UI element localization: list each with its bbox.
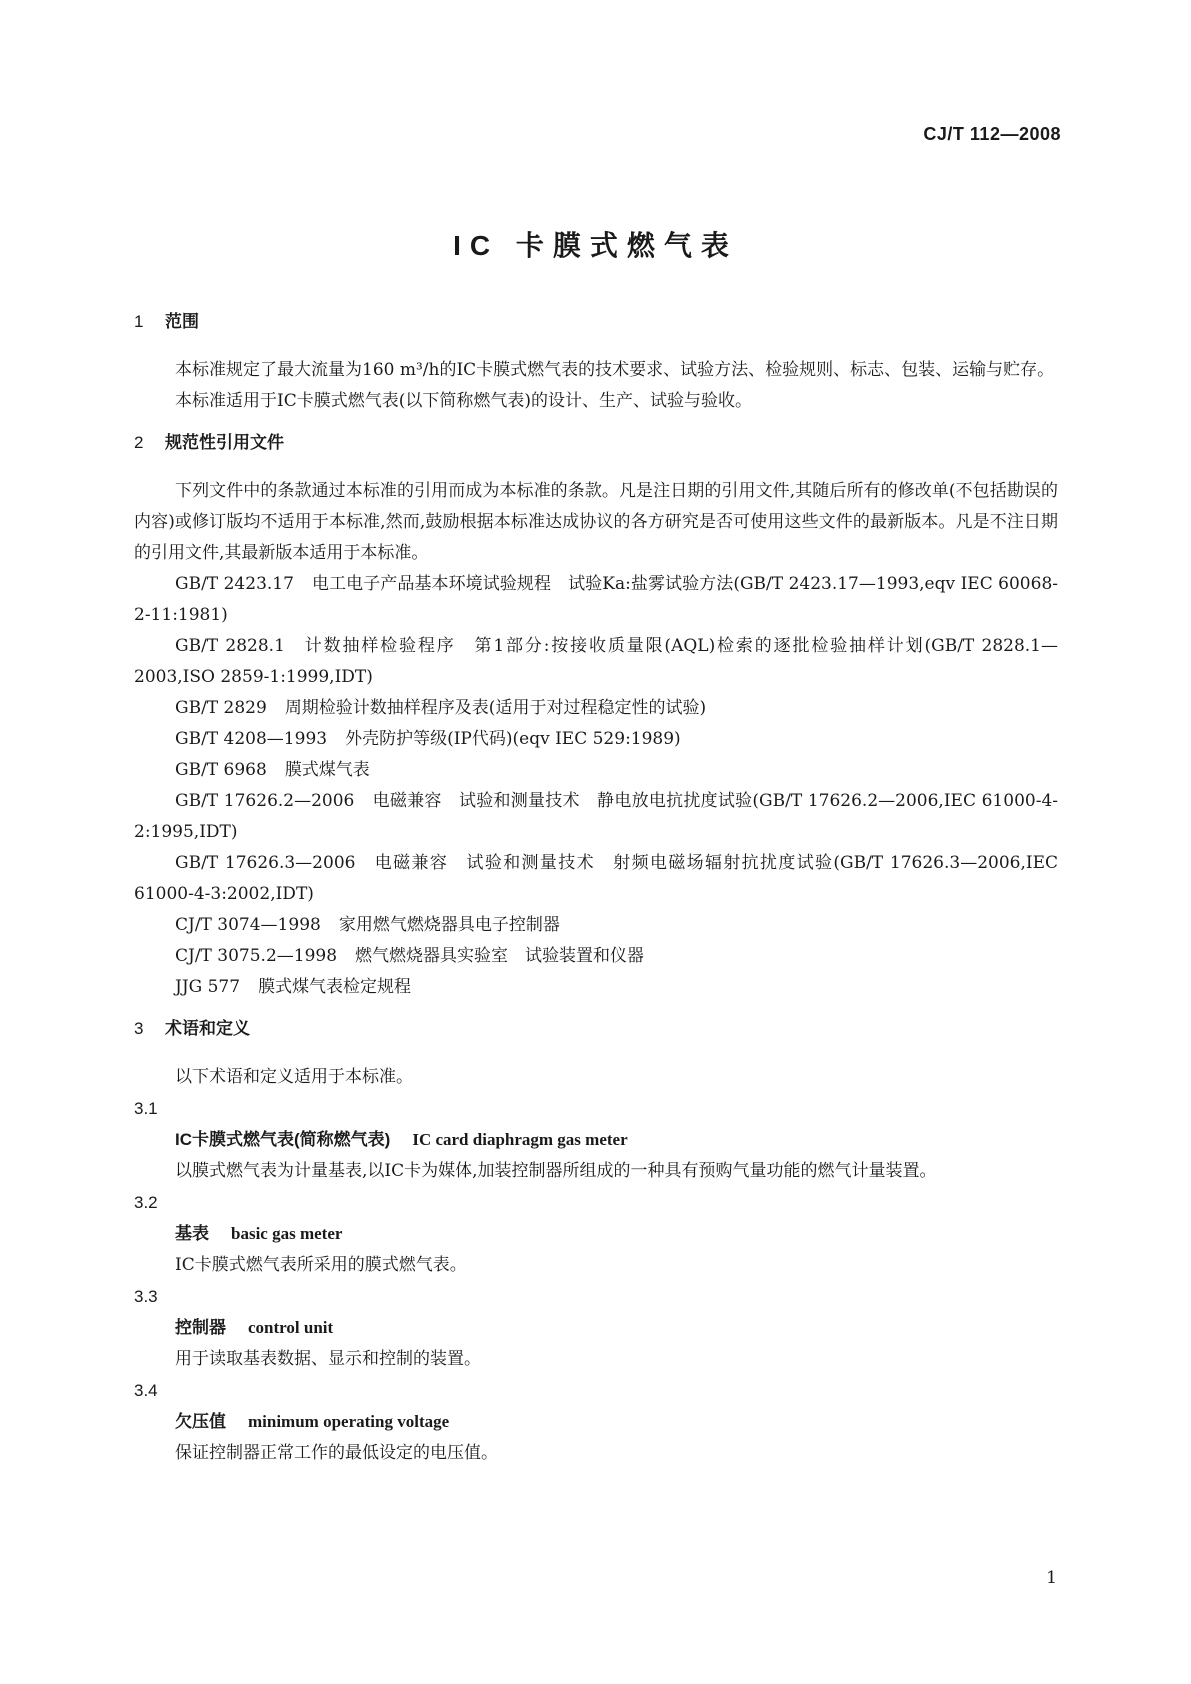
term-number: 3.1: [134, 1099, 158, 1118]
term-number: 3.3: [134, 1287, 158, 1306]
reference-id: GB/T 2423.17: [175, 574, 294, 594]
page-number: 1: [1046, 1568, 1057, 1588]
reference-title: 外壳防护等级(IP代码)(eqv IEC 529:1989): [345, 729, 681, 749]
reference-id: GB/T 2828.1: [175, 636, 285, 656]
section-heading-scope: [134, 308, 1058, 336]
term-english: minimum operating voltage: [248, 1412, 450, 1431]
section-title: 规范性引用文件: [165, 433, 284, 452]
reference-id: GB/T 17626.3—2006: [175, 853, 356, 873]
reference-item: [134, 755, 1058, 786]
term-definition: 用于读取基表数据、显示和控制的装置。: [175, 1349, 481, 1369]
reference-id: GB/T 17626.2—2006: [175, 791, 355, 811]
term-heading: [134, 1312, 1058, 1344]
section-heading-normative-references: [134, 429, 1058, 457]
document-code: CJ/T 112—2008: [923, 124, 1061, 144]
term-english: basic gas meter: [231, 1224, 343, 1243]
reference-item: [134, 786, 1058, 848]
reference-title: 家用燃气燃烧器具电子控制器: [338, 915, 560, 935]
reference-item: [134, 941, 1058, 972]
section-heading-terms-and-definitions: [134, 1015, 1058, 1043]
reference-title: 膜式煤气表: [284, 760, 370, 780]
reference-item: [134, 693, 1058, 724]
section-title: 术语和定义: [165, 1019, 250, 1038]
scope-paragraph-2: 本标准适用于IC卡膜式燃气表(以下简称燃气表)的设计、生产、试验与验收。: [175, 391, 752, 411]
term-english: control unit: [248, 1318, 334, 1337]
term-english: IC card diaphragm gas meter: [412, 1130, 628, 1149]
reference-id: GB/T 2829: [175, 698, 267, 718]
term-heading: [134, 1124, 1058, 1156]
reference-title: 电磁兼容 试验和测量技术 静电放电抗扰度试验(GB/T 17626.2—2006,IEC 61000-4-2:1995,IDT): [134, 791, 1059, 842]
term-chinese: IC卡膜式燃气表(简称燃气表): [175, 1130, 391, 1149]
reference-item: [134, 569, 1058, 631]
scope-paragraph-1: 本标准规定了最大流量为160 m³/h的IC卡膜式燃气表的技术要求、试验方法、检验规则、标志、包装、运输与贮存。: [175, 360, 1055, 380]
reference-title: 周期检验计数抽样程序及表(适用于对过程稳定性的试验): [284, 698, 707, 718]
term-heading: [134, 1218, 1058, 1250]
document-body: [134, 308, 1058, 1469]
reference-item: [134, 848, 1058, 910]
term-number: 3.2: [134, 1193, 158, 1212]
reference-title: 电工电子产品基本环境试验规程 试验Ka:盐雾试验方法(GB/T 2423.17—1993,eqv IEC 60068-2-11:1981): [134, 574, 1059, 625]
reference-title: 电磁兼容 试验和测量技术 射频电磁场辐射抗扰度试验(GB/T 17626.3—2006,IEC 61000-4-3:2002,IDT): [134, 853, 1058, 904]
term-heading: [134, 1406, 1058, 1438]
references-intro: 下列文件中的条款通过本标准的引用而成为本标准的条款。凡是注日期的引用文件,其随后所有的修改单(不包括勘误的内容)或修订版均不适用于本标准,然而,鼓励根据本标准达成协议的各方研究是否可使用这些文件的最新版本。凡是不注日期的引用文件,其最新版本适用于本标准。: [134, 481, 1058, 563]
terms-intro: 以下术语和定义适用于本标准。: [175, 1067, 413, 1087]
section-title: 范围: [165, 312, 199, 331]
reference-title: 燃气燃烧器具实验室 试验装置和仪器: [355, 946, 645, 966]
reference-item: [134, 631, 1058, 693]
reference-title: 计数抽样检验程序 第1部分:按接收质量限(AQL)检索的逐批检验抽样计划(GB/T 2828.1—2003,ISO 2859-1:1999,IDT): [134, 636, 1059, 687]
section-number: 3: [134, 1019, 144, 1038]
reference-title: 膜式煤气表检定规程: [258, 977, 412, 997]
reference-id: CJ/T 3074—1998: [175, 915, 321, 935]
term-chinese: 控制器: [175, 1318, 226, 1337]
reference-id: GB/T 6968: [175, 760, 267, 780]
term-definition: 以膜式燃气表为计量基表,以IC卡为媒体,加装控制器所组成的一种具有预购气量功能的燃气计量装置。: [175, 1161, 937, 1181]
term-definition: 保证控制器正常工作的最低设定的电压值。: [175, 1443, 498, 1463]
term-chinese: 欠压值: [175, 1412, 226, 1431]
document-title: IC 卡膜式燃气表: [453, 230, 738, 261]
term-definition: IC卡膜式燃气表所采用的膜式燃气表。: [175, 1255, 467, 1275]
section-number: 1: [134, 312, 144, 331]
reference-item: [134, 972, 1058, 1003]
reference-id: GB/T 4208—1993: [175, 729, 328, 749]
reference-item: [134, 910, 1058, 941]
reference-item: [134, 724, 1058, 755]
section-number: 2: [134, 433, 144, 452]
reference-id: JJG 577: [175, 977, 241, 997]
term-number: 3.4: [134, 1381, 158, 1400]
reference-id: CJ/T 3075.2—1998: [175, 946, 338, 966]
term-chinese: 基表: [175, 1224, 209, 1243]
